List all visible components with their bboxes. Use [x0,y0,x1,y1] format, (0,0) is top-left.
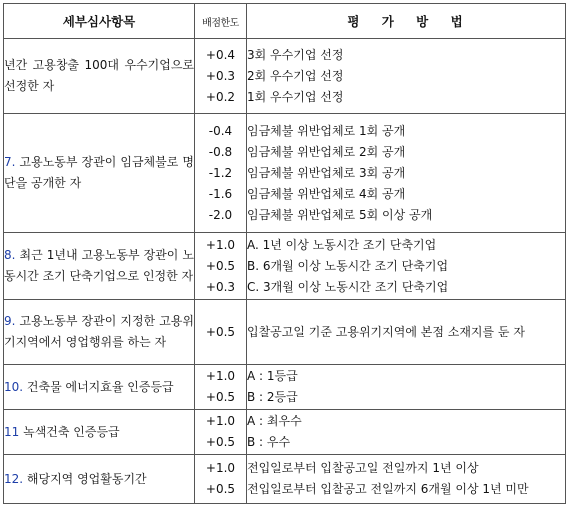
points-value: -0.4 [208,123,233,138]
table-row [4,410,566,455]
header-evaluation: 평 가 방 법 [247,4,566,39]
item-text: 고용노동부 장관이 지정한 고용위기지역에서 영업행위를 하는 자 [4,314,194,349]
criteria-item [4,410,195,455]
item-text: 년간 고용창출 100대 우수기업으로 선정한 자 [4,58,194,93]
table-row [4,233,566,300]
method-cell [247,365,566,410]
points-value: +0.3 [205,68,236,83]
method-text: 1회 우수기업 선정 [247,89,344,104]
method-text: 임금체불 위반업체로 1회 공개 [247,123,406,138]
method-text: 2회 우수기업 선정 [247,68,344,83]
method-text: B. 6개월 이상 노동시간 조기 단축기업 [247,258,449,273]
method-cell [247,114,566,233]
method-text: B : 우수 [247,435,291,449]
table-row [4,114,566,233]
method-text: A. 1년 이상 노동시간 조기 단축기업 [247,237,437,252]
method-text: 임금체불 위반업체로 3회 공개 [247,165,406,180]
method-text: C. 3개월 이상 노동시간 조기 단축기업 [247,279,449,294]
item-text: 해당지역 영업활동기간 [23,471,147,486]
method-cell [247,39,566,114]
method-cell [247,410,566,455]
points-cell [195,410,247,455]
evaluation-criteria-table [3,3,566,504]
item-text: 녹색건축 인증등급 [19,424,120,439]
item-number: 12. [4,471,24,486]
points-value: +0.2 [205,89,236,104]
method-text: 3회 우수기업 선정 [247,47,344,62]
criteria-item [4,455,195,504]
item-number: 7. [4,155,16,169]
method-text: 임금체불 위반업체로 4회 공개 [247,186,406,201]
points-value: -1.2 [208,165,233,180]
points-value: -2.0 [208,207,233,222]
points-value: -1.6 [208,186,233,201]
points-value: +1.0 [205,414,236,428]
criteria-item [4,365,195,410]
points-value: +0.3 [205,279,236,294]
table-header-row [4,4,566,39]
item-number: 8. [4,248,16,262]
header-item: 세부심사항목 [4,4,195,39]
item-text: 고용노동부 장관이 임금체불로 명단을 공개한 자 [4,155,194,190]
method-text: 전입일로부터 입찰공고일 전일까지 1년 이상 [247,461,479,475]
item-text: 최근 1년내 고용노동부 장관이 노동시간 조기 단축기업으로 인정한 자 [4,248,194,283]
criteria-item [4,233,195,300]
points-value: +1.0 [205,461,236,475]
table-row [4,300,566,365]
points-value: +1.0 [205,369,236,383]
points-cell [195,114,247,233]
criteria-item [4,39,195,114]
points-value: -0.8 [208,144,233,159]
method-text: 임금체불 위반업체로 2회 공개 [247,144,406,159]
points-cell [195,365,247,410]
method-text: 임금체불 위반업체로 5회 이상 공개 [247,207,433,222]
points-value: +0.5 [205,324,236,339]
points-value: +0.5 [205,482,236,496]
evaluation-criteria-page [3,3,565,512]
header-points: 배점한도 [195,4,247,39]
points-value: +1.0 [205,237,236,252]
criteria-item [4,300,195,365]
method-text: 입찰공고일 기준 고용위기지역에 본점 소재지를 둔 자 [247,325,525,339]
criteria-item [4,114,195,233]
item-number: 9. [4,314,16,328]
points-value: +0.4 [205,47,236,62]
points-cell [195,300,247,365]
item-text: 건축물 에너지효율 인증등급 [23,379,174,394]
table-row [4,39,566,114]
points-cell [195,455,247,504]
method-text: B : 2등급 [247,390,298,404]
method-cell [247,455,566,504]
method-text: 전입일로부터 입찰공고 전일까지 6개월 이상 1년 미만 [247,482,529,496]
points-value: +0.5 [205,435,236,449]
table-row [4,365,566,410]
method-cell [247,233,566,300]
points-value: +0.5 [205,390,236,404]
item-number: 10. [4,379,24,394]
points-cell [195,233,247,300]
method-cell [247,300,566,365]
points-cell [195,39,247,114]
points-value: +0.5 [205,258,236,273]
item-number: 11 [4,424,20,439]
table-row [4,455,566,504]
method-text: A : 1등급 [247,369,298,383]
method-text: A : 최우수 [247,414,302,428]
